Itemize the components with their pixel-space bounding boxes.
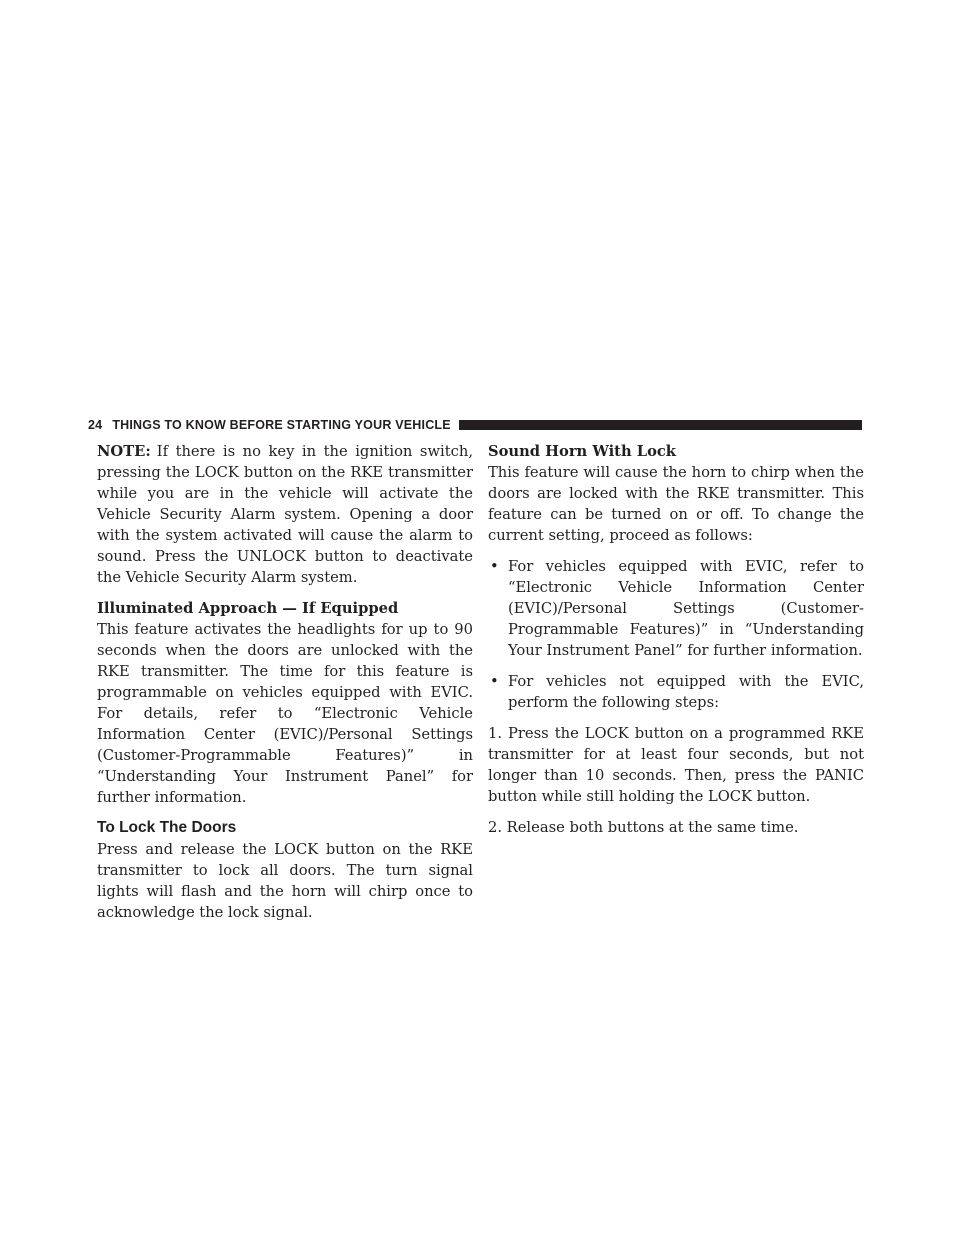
page-number: 24: [88, 418, 103, 432]
sound-horn-text: This feature will cause the horn to chirp when the doors are locked with the RKE transmitter. This feature can be turned on or off. To change the current setting, proceed as follows:: [488, 464, 864, 544]
bullet-icon: •: [490, 673, 499, 690]
right-column: [488, 441, 864, 848]
running-header: [88, 418, 862, 432]
step-1: 1. Press the LOCK button on a programmed RKE transmitter for at least four seconds, but not longer than 10 seconds. Then, press the PANIC button while still holding the LOCK button.: [488, 725, 864, 805]
left-column: [97, 441, 473, 933]
header-title: THINGS TO KNOW BEFORE STARTING YOUR VEHICLE: [112, 418, 451, 432]
list-item-text: For vehicles not equipped with the EVIC, perform the following steps:: [508, 673, 864, 711]
option-list: [488, 556, 864, 713]
step-2: 2. Release both buttons at the same time.: [488, 819, 799, 836]
illuminated-approach-heading: Illuminated Approach — If Equipped: [97, 600, 399, 617]
list-item: [488, 671, 864, 713]
illuminated-approach-section: [97, 598, 473, 808]
lock-doors-heading: To Lock The Doors: [97, 819, 237, 836]
header-rule: [459, 420, 862, 430]
sound-horn-heading: Sound Horn With Lock: [488, 443, 676, 460]
list-item-text: For vehicles equipped with EVIC, refer to “Electronic Vehicle Information Center (EVIC)/Personal Settings (Customer-Programmable Features)” in “Understanding Your Instrument Panel” for further information.: [508, 558, 864, 659]
note-paragraph: [97, 441, 473, 588]
sound-horn-section: [488, 441, 864, 546]
note-text: If there is no key in the ignition switch, pressing the LOCK button on the RKE transmitter while you are in the vehicle will activate the Vehicle Security Alarm system. Opening a door with the system activated will cause the alarm to sound. Press the UNLOCK button to deactivate the Vehicle Security Alarm system.: [97, 443, 473, 586]
illuminated-approach-text: This feature activates the headlights for up to 90 seconds when the doors are unlocked with the RKE transmitter. The time for this feature is programmable on vehicles equipped with EVIC. For details, refer to “Electronic Vehicle Information Center (EVIC)/Personal Settings (Customer-Programmable Features)” in “Understanding Your Instrument Panel” for further information.: [97, 621, 473, 806]
lock-doors-text: Press and release the LOCK button on the RKE transmitter to lock all doors. The turn signal lights will flash and the horn will chirp once to acknowledge the lock signal.: [97, 841, 473, 921]
bullet-icon: •: [490, 558, 499, 575]
note-label: NOTE:: [97, 443, 151, 460]
list-item: [488, 556, 864, 661]
